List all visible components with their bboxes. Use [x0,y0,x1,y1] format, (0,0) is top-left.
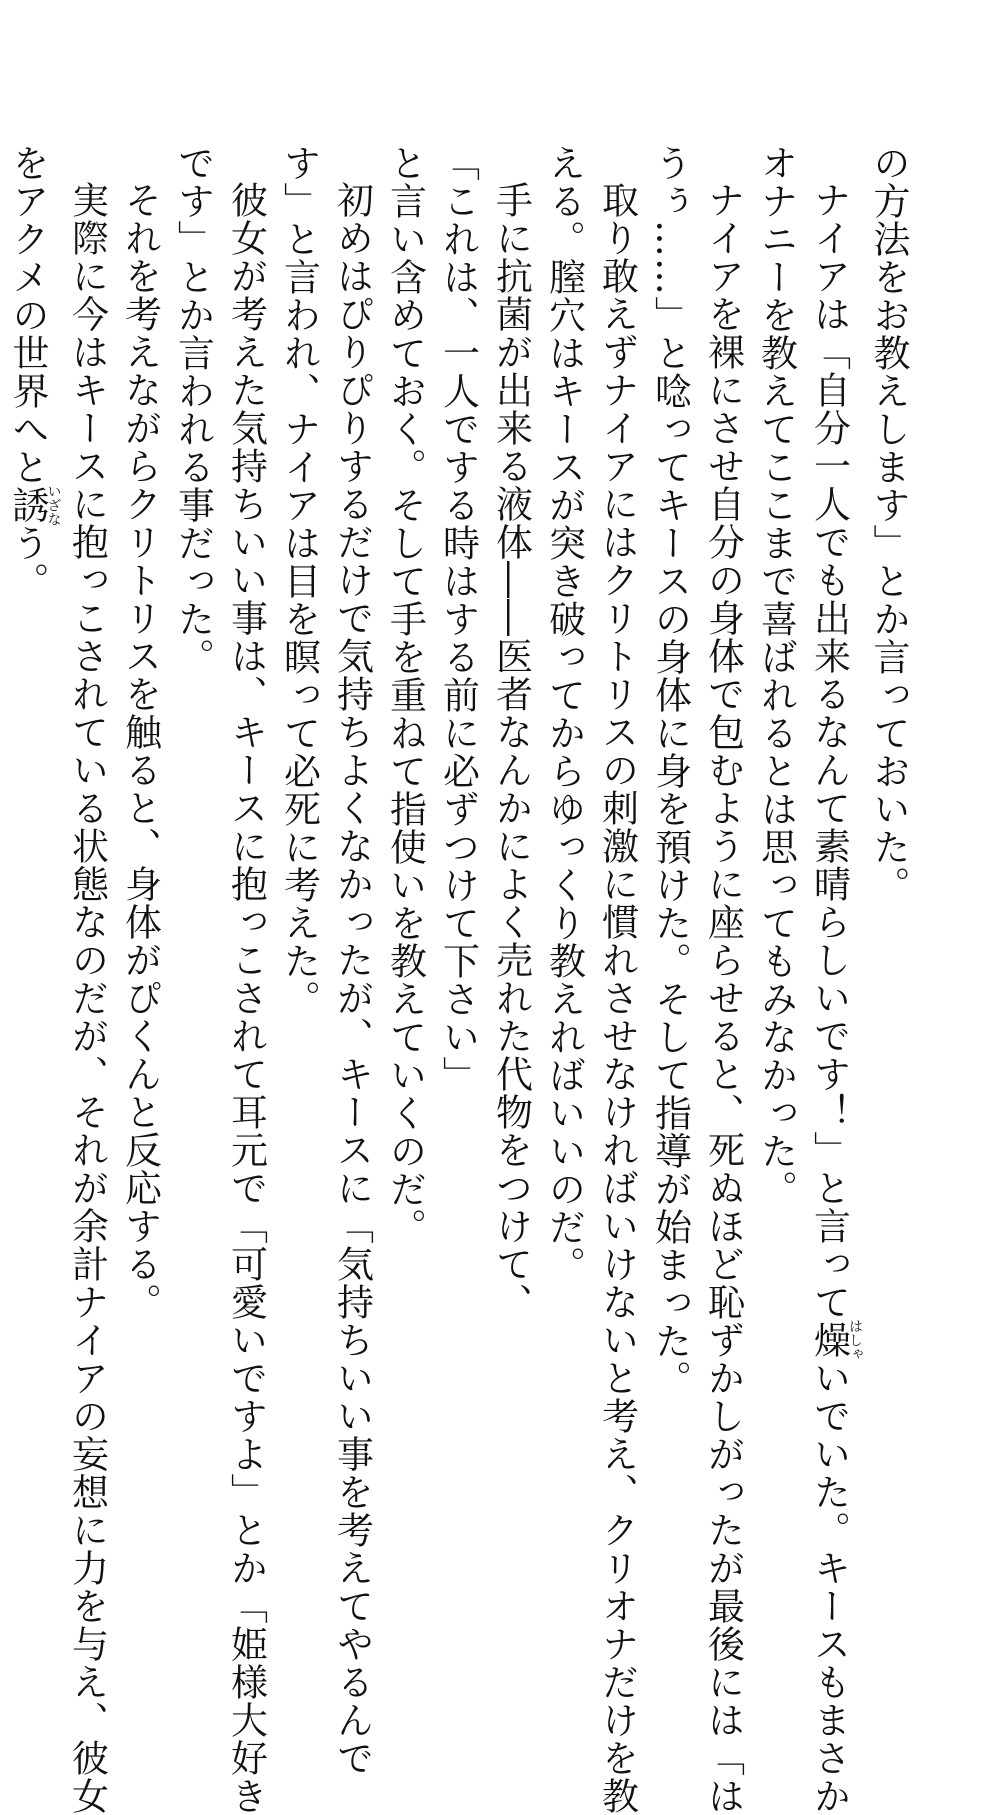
text-line: です」とか言われる事だった。 [171,144,215,676]
text-line: の方法をお教えします」とか言っておいた。 [867,144,910,904]
text-line: ナイアを裸にさせ自分の身体で包むように座らせると、死ぬほど恥ずかしがったが最後には「は [701,181,745,1815]
text-line: す」と言われ、ナイアは目を瞑って必死に考えた。 [277,144,321,1018]
text-line: と言い含めておく。そして手を重ねて指使いを教えていくのだ。 [383,144,427,1246]
text-line: オナニーを教えてここまで喜ばれるとは思ってもみなかった。 [754,144,798,1208]
text-line: える。膣穴はキースが突き破ってからゆっくり教えればいいのだ。 [542,144,586,1284]
text-line: 初めはぴりぴりするだけで気持ちよくなかったが、キースに「気持ちいい事を考えてやるんで [330,181,374,1777]
text-line [803,144,863,1815]
text-line: うぅ……」と唸ってキースの身体に身を預けた。そして指導が始まった。 [648,144,692,1398]
text-line: 彼女が考えた気持ちいい事は、キースに抱っこされて耳元で「可愛いですよ」とか「姫様大好き [224,181,268,1815]
ruby-annotation: 誘いざな [6,484,62,526]
text-line: 取り敢えずナイアにはクリトリスの刺激に慣れさせなければいけないと考え、クリオナだけを教 [595,181,639,1815]
text-segment: をアクメの世界へと [6,144,49,486]
text-line: 「これは、一人でする時はする前に必ずつけて下さい」 [436,144,480,1094]
text-segment: いでいた。キースもまさか [807,1359,851,1815]
text-line: 手に抗菌が出来る液体――医者なんかによく売れた代物をつけて、 [489,181,533,1321]
vertical-text-body [0,144,915,1815]
text-line [0,144,1,1424]
text-segment: ナイアは「自分一人でも出来るなんて素晴らしいです！」と言って [807,181,851,1321]
text-line [1,144,61,1424]
text-segment: う。 [6,524,49,600]
ruby-annotation: 燥はしゃ [807,1319,863,1361]
text-line: 実際に今はキースに抱っこされている状態なのだが、それが余計ナイアの妄想に力を与え、彼女 [65,181,109,1815]
text-line: それを考えながらクリトリスを触ると、身体がぴくんと反応する。 [118,181,162,1321]
